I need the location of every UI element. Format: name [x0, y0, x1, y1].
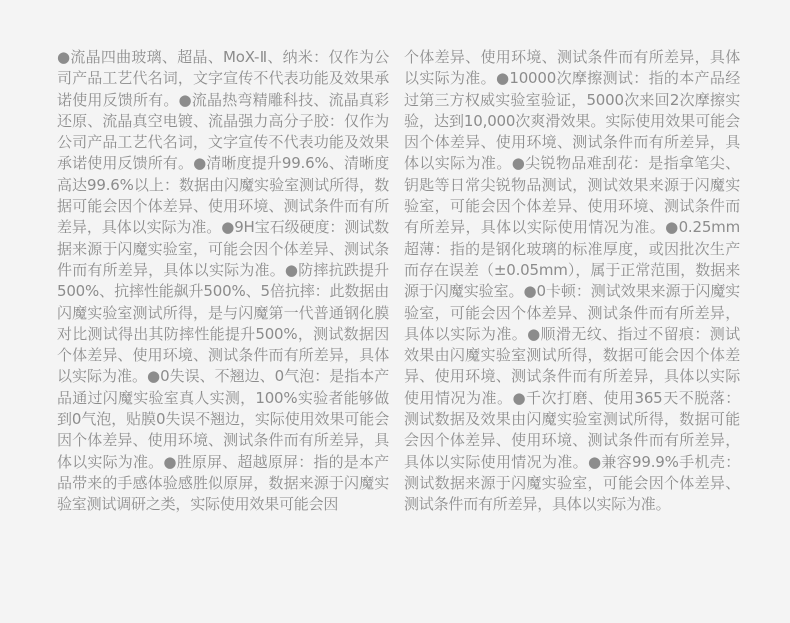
disclaimer-text-left: ●流晶四曲玻璃、超晶、MoX-Ⅱ、纳米：仅作为公司产品工艺代名词，文字宣传不代表功能及效果承诺使用反馈所有。●流晶热弯精雕科技、流晶真彩还原、流晶真空电镀、流晶强力高分子胶：仅作为公司产品工艺代名词，文字宣传不代表功能及效果承诺使用反馈所有。●清晰度提升99.6%、清晰度高达99.6%以上：数据由闪魔实验室测试所得，数据可能会因个体差异、使用环境、测试条件而有所差异，具体以实际为准。●9H宝石级硬度：测试数据来源于闪魔实验室，可能会因个体差异、测试条件而有所差异，具体以实际为准。●防摔抗跌提升500%、抗摔性能飙升500%、5倍抗摔：此数据由闪魔实验室测试所得，是与闪魔第一代普通钢化膜对比测试得出其防摔性能提升500%，测试数据因个体差异、使用环境、测试条件而有所差异，具体以实际为准。●0失误、不翘边、0气泡：是指本产品通过闪魔实验室真人实测，100%实验者能够做到0气泡，贴膜0失误不翘边，实际使用效果可能会因个体差异、使用环境、测试条件而有所差异，具体以实际为准。●胜原屏、超越原屏：指的是本产品带来的手感体验感胜似原屏，数据来源于闪魔实验室测试调研之类，实际使用效果可能会因 — [57, 48, 389, 514]
disclaimer-left-column — [57, 47, 389, 516]
disclaimer-right-column — [404, 47, 740, 516]
disclaimer-text-right: 个体差异、使用环境、测试条件而有所差异，具体以实际为准。●10000次摩擦测试：指的本产品经过第三方权威实验室验证，5000次来回2次摩擦实验，达到10,000次爽滑效果。实际使用效果可能会因个体差异、使用环境、测试条件而有所差异，具体以实际为准。●尖锐物品难刮花：是指拿笔尖、钥匙等日常尖锐物品测试，测试效果来源于闪魔实验室，可能会因个体差异、使用环境、测试条件而有所差异，具体以实际使用情况为准。●0.25mm超薄：指的是钢化玻璃的标准厚度，或因批次生产而存在误差（±0.05mm），属于正常范围，数据来源于闪魔实验室。●0卡顿：测试效果来源于闪魔实验室，可能会因个体差异、测试条件而有所差异，具体以实际为准。●顺滑无纹、指过不留痕：测试效果由闪魔实验室测试所得，数据可能会因个体差异、使用环境、测试条件而有所差异，具体以实际使用情况为准。●千次打磨、使用365天不脱落：测试数据及效果由闪魔实验室测试所得，数据可能会因个体差异、使用环境、测试条件而有所差异，具体以实际使用情况为准。●兼容99.9%手机壳：测试数据来源于闪魔实验室，可能会因个体差异、测试条件而有所差异，具体以实际为准。 — [404, 48, 740, 514]
